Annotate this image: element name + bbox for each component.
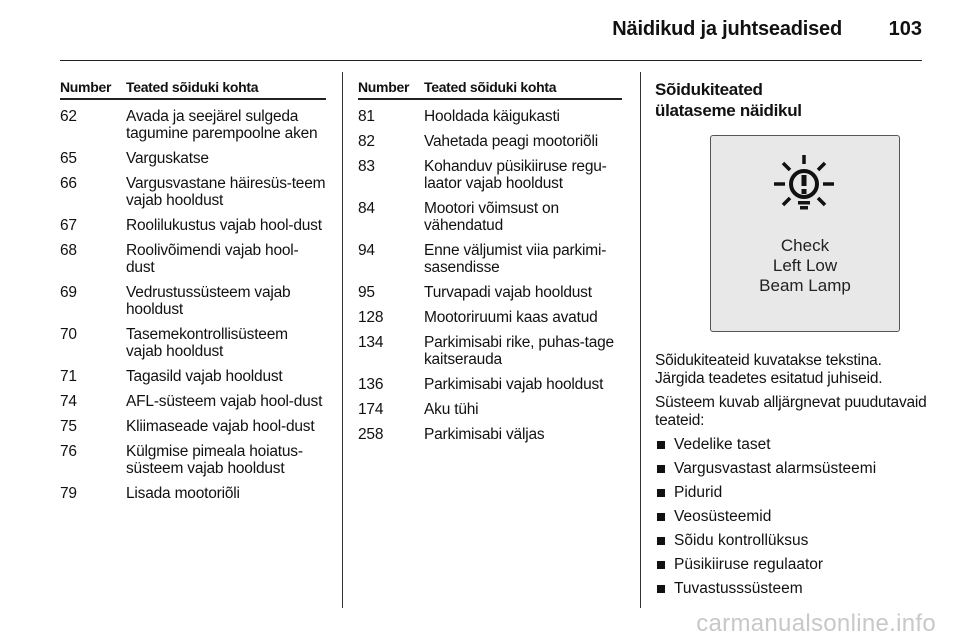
row-number: 94	[358, 242, 375, 259]
paragraph-intro: Sõidukiteateid kuvatakse tekstina. Järgida teadetes esitatud juhiseid.	[655, 352, 883, 387]
row-message: Tasemekontrollisüsteem vajab hooldust	[126, 326, 288, 360]
row-number: 258	[358, 426, 384, 443]
driver-info-display	[710, 135, 900, 332]
table-row	[60, 108, 326, 142]
table-row	[60, 175, 326, 209]
row-message: Avada ja seejärel sulgeda tagumine parempoolne aken	[126, 108, 318, 142]
list-item-text: Tuvastusssüsteem	[674, 580, 803, 597]
row-message: AFL-süsteem vajab hool-dust	[126, 393, 323, 410]
table-row	[358, 284, 622, 301]
table-row	[60, 418, 326, 435]
row-number: 134	[358, 334, 384, 351]
header-number: Number	[358, 79, 410, 95]
column-divider-1	[342, 72, 343, 608]
table-row	[358, 376, 622, 393]
row-number: 84	[358, 200, 375, 217]
table-body	[358, 108, 622, 443]
row-message: Lisada mootoriõli	[126, 485, 240, 502]
row-number: 69	[60, 284, 77, 301]
row-number: 82	[358, 133, 375, 150]
row-number: 75	[60, 418, 77, 435]
row-message: Kliimaseade vajab hool-dust	[126, 418, 315, 435]
list-item-text: Vedelike taset	[674, 436, 771, 453]
row-number: 65	[60, 150, 77, 167]
bullet-square-icon	[657, 537, 665, 545]
row-number: 62	[60, 108, 77, 125]
row-message: Parkimisabi vajab hooldust	[424, 376, 604, 393]
messages-table-2	[358, 79, 622, 451]
bullet-square-icon	[657, 489, 665, 497]
bullet-square-icon	[657, 441, 665, 449]
display-line-1: Check	[780, 236, 830, 255]
row-message: Külgmise pimeala hoiatus-süsteem vajab hooldust	[126, 443, 303, 477]
row-number: 95	[358, 284, 375, 301]
row-number: 68	[60, 242, 77, 259]
list-item-text: Püsikiiruse regulaator	[674, 556, 824, 573]
table-row	[358, 334, 622, 368]
list-item	[655, 508, 927, 526]
list-item-text: Pidurid	[674, 484, 723, 501]
header-number: Number	[60, 79, 112, 95]
row-message: Turvapadi vajab hooldust	[424, 284, 592, 301]
row-message: Kohanduv püsikiiruse regu-laator vajab hooldust	[424, 158, 607, 192]
list-item	[655, 580, 927, 598]
row-message: Parkimisabi rike, puhas-tage kaitserauda	[424, 334, 614, 368]
column-divider-2	[640, 72, 641, 608]
row-number: 81	[358, 108, 375, 125]
header-title: Näidikud ja juhtseadised	[612, 18, 842, 40]
list-item	[655, 436, 927, 454]
table-row	[358, 426, 622, 443]
page-number: 103	[888, 18, 922, 40]
paragraph-list-lead: Süsteem kuvab alljärgnevat puudutavaid teateid:	[655, 394, 927, 429]
exterior-light-warning-icon	[768, 154, 840, 218]
row-number: 71	[60, 368, 77, 385]
row-number: 70	[60, 326, 77, 343]
row-number: 67	[60, 217, 77, 234]
row-message: Mootori võimsust on vähendatud	[424, 200, 559, 234]
table-row	[60, 284, 326, 318]
header-message: Teated sõiduki kohta	[424, 79, 557, 95]
row-message: Vedrustussüsteem vajab hooldust	[126, 284, 291, 318]
list-item-text: Sõidu kontrollüksus	[674, 532, 809, 549]
section-title-line1: Sõidukiteated	[655, 80, 763, 99]
messages-table-1	[60, 79, 326, 510]
header-message: Teated sõiduki kohta	[126, 79, 259, 95]
row-message: Parkimisabi väljas	[424, 426, 545, 443]
row-message: Mootoriruumi kaas avatud	[424, 309, 598, 326]
row-number: 128	[358, 309, 384, 326]
row-message: Roolilukustus vajab hool-dust	[126, 217, 322, 234]
watermark: carmanualsonline.info	[696, 610, 936, 637]
row-message: Aku tühi	[424, 401, 479, 418]
section-heading	[655, 79, 925, 121]
table-header	[358, 79, 622, 100]
row-number: 66	[60, 175, 77, 192]
table-row	[60, 150, 326, 167]
table-row	[60, 242, 326, 276]
table-row	[358, 309, 622, 326]
bullet-square-icon	[657, 561, 665, 569]
list-item-text: Veosüsteemid	[674, 508, 772, 525]
row-message: Enne väljumist viia parkimi-sasendisse	[424, 242, 607, 276]
row-message: Hooldada käigukasti	[424, 108, 560, 125]
row-message: Vargusvastane häiresüs-teem vajab hooldust	[126, 175, 326, 209]
row-message: Tagasild vajab hooldust	[126, 368, 283, 385]
table-header	[60, 79, 326, 100]
table-row	[60, 443, 326, 477]
row-message: Vahetada peagi mootoriõli	[424, 133, 598, 150]
table-row	[358, 242, 622, 276]
table-body	[60, 108, 326, 502]
table-row	[358, 108, 622, 125]
list-item	[655, 484, 927, 502]
row-message: Roolivõimendi vajab hool-dust	[126, 242, 299, 276]
section-body	[655, 352, 927, 604]
display-line-3: Beam Lamp	[759, 276, 851, 295]
list-item-text: Vargusvastast alarmsüsteemi	[674, 460, 877, 477]
row-number: 83	[358, 158, 375, 175]
bullet-square-icon	[657, 465, 665, 473]
bullet-square-icon	[657, 585, 665, 593]
table-row	[60, 217, 326, 234]
table-row	[60, 368, 326, 385]
row-number: 174	[358, 401, 384, 418]
row-number: 76	[60, 443, 77, 460]
row-number: 74	[60, 393, 77, 410]
page-header	[60, 0, 922, 61]
table-row	[60, 393, 326, 410]
bullet-square-icon	[657, 513, 665, 521]
table-row	[60, 326, 326, 360]
table-row	[358, 200, 622, 234]
list-item	[655, 532, 927, 550]
row-number: 79	[60, 485, 77, 502]
message-category-list	[655, 436, 927, 598]
list-item	[655, 556, 927, 574]
section-title-line2: ülataseme näidikul	[655, 101, 802, 120]
table-row	[358, 401, 622, 418]
table-row	[358, 133, 622, 150]
row-message: Varguskatse	[126, 150, 209, 167]
row-number: 136	[358, 376, 384, 393]
table-row	[60, 485, 326, 502]
table-row	[358, 158, 622, 192]
display-line-2: Left Low	[772, 256, 838, 275]
list-item	[655, 460, 927, 478]
